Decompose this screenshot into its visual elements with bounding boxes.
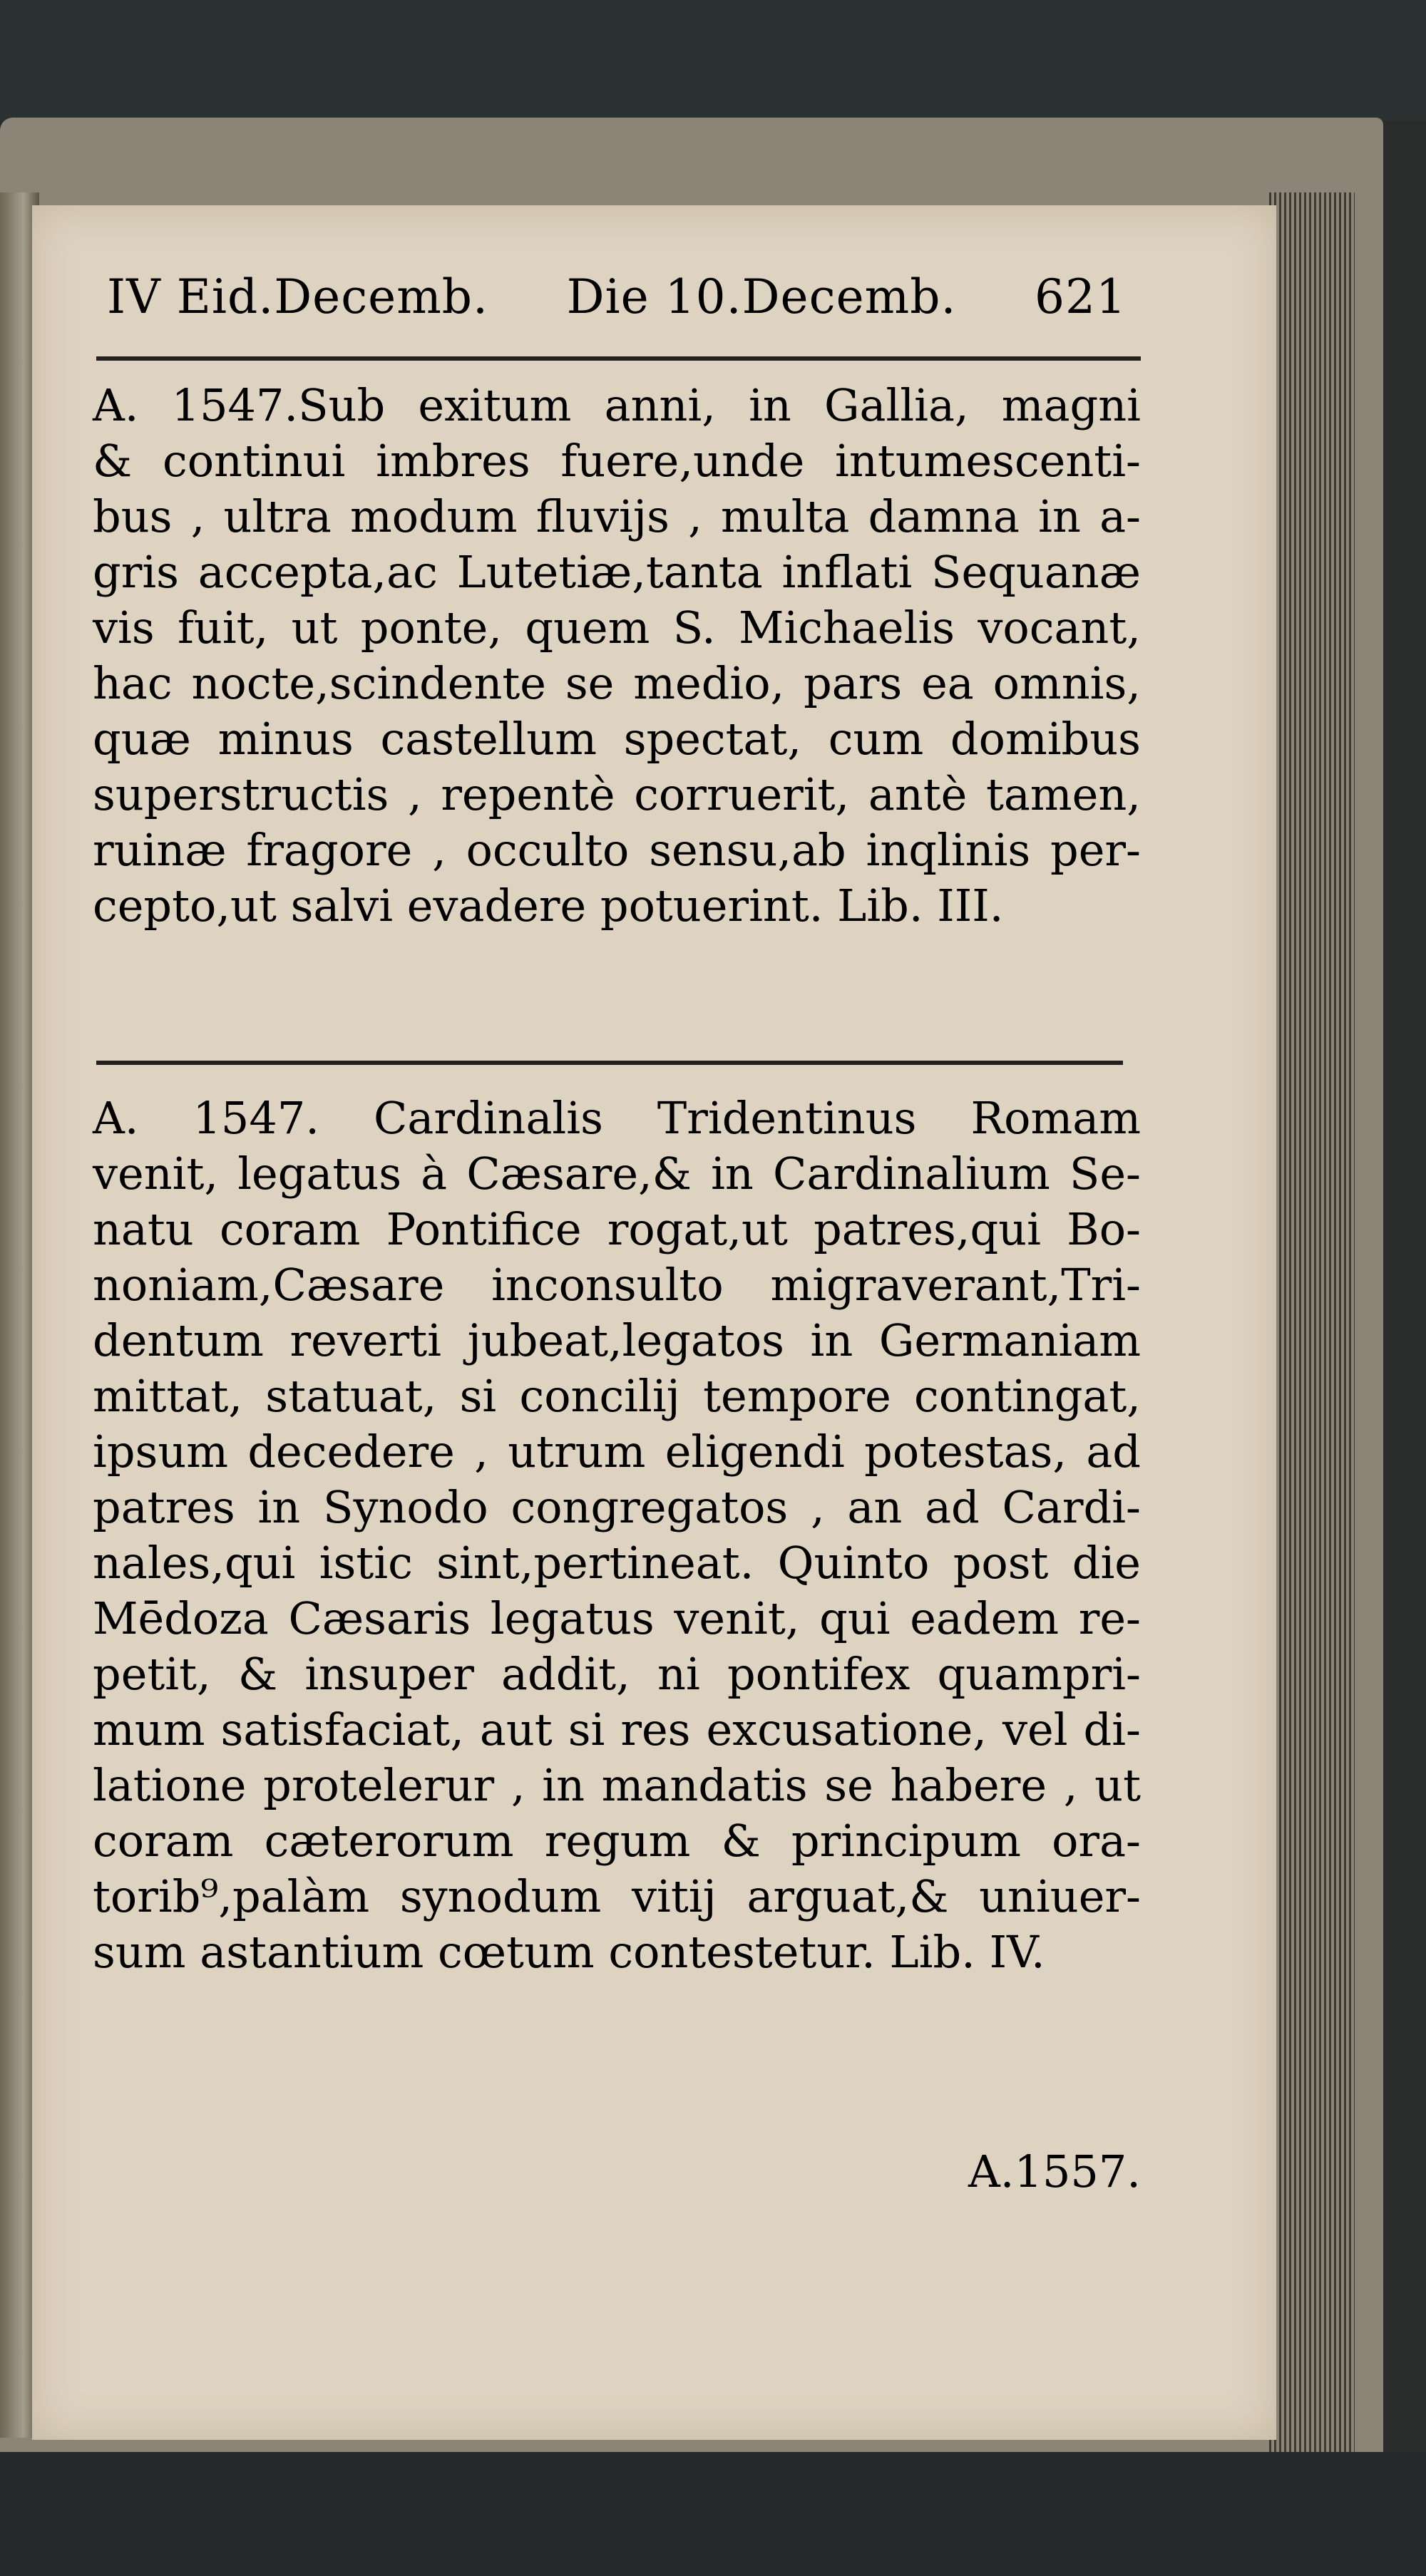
text-line: mittat, statuat, si concilij tempore contingat, — [93, 1370, 1141, 1422]
text-line: hac nocte,scindente se medio, pars ea omnis, — [93, 657, 1141, 709]
text-line: & continui imbres fuere,unde intumescenti- — [93, 435, 1141, 487]
entry-2 — [93, 1091, 1141, 1980]
header-rule — [96, 356, 1141, 361]
text-line: ipsum decedere , utrum eligendi potestas, ad — [93, 1426, 1141, 1478]
text-line: vis fuit, ut ponte, quem S. Michaelis vocant, — [93, 602, 1141, 654]
page-number: 621 — [1035, 269, 1127, 324]
text-line: nales,qui istic sint,pertineat. Quinto post die — [93, 1537, 1141, 1589]
text-line: natu coram Pontifice rogat,ut patres,qui Bo- — [93, 1203, 1141, 1255]
entry-1 — [93, 378, 1141, 934]
text-line: petit, & insuper addit, ni pontifex quampri- — [93, 1648, 1141, 1700]
running-head-center: Die 10.Decemb. — [566, 269, 957, 324]
text-line: Mēdoza Cæsaris legatus venit, qui eadem re- — [93, 1592, 1141, 1644]
text-line: superstructis , repentè corruerit, antè tamen, — [93, 768, 1141, 820]
text-line: patres in Synodo congregatos , an ad Cardi- — [93, 1481, 1141, 1533]
running-head — [107, 269, 1127, 341]
page-edges — [1269, 192, 1355, 2452]
text-line: torib⁹,palàm synodum vitij arguat,& uniuer- — [93, 1870, 1141, 1922]
text-line: mum satisfaciat, aut si res excusatione, vel di- — [93, 1704, 1141, 1756]
text-line: A. 1547.Sub exitum anni, in Gallia, magni — [93, 379, 1141, 431]
text-line: noniam,Cæsare inconsulto migraverant,Tri- — [93, 1259, 1141, 1311]
text-line: sum astantium cœtum contestetur. Lib. IV. — [93, 1926, 1045, 1978]
text-line: cepto,ut salvi evadere potuerint. Lib. III. — [93, 880, 1004, 932]
text-line: venit, legatus à Cæsare,& in Cardinalium Se- — [93, 1148, 1141, 1200]
text-line: quæ minus castellum spectat, cum domibus — [93, 713, 1141, 765]
section-divider — [96, 1061, 1123, 1065]
text-line: A. 1547. Cardinalis Tridentinus Romam — [93, 1092, 1141, 1144]
text-line: ruinæ fragore , occulto sensu,ab inqlinis per- — [93, 824, 1141, 876]
running-head-left: IV Eid.Decemb. — [107, 269, 489, 324]
text-line: coram cæterorum regum & principum ora- — [93, 1815, 1141, 1867]
background-bottom — [0, 2452, 1426, 2576]
catchword: A.1557. — [968, 2145, 1141, 2198]
text-line: gris accepta,ac Lutetiæ,tanta inflati Sequanæ — [93, 546, 1141, 598]
background-top — [0, 0, 1426, 121]
text-line: dentum reverti jubeat,legatos in Germaniam — [93, 1314, 1141, 1366]
text-line: bus , ultra modum fluvijs , multa damna in a- — [93, 490, 1141, 542]
text-line: latione protelerur , in mandatis se habere , ut — [93, 1759, 1141, 1811]
